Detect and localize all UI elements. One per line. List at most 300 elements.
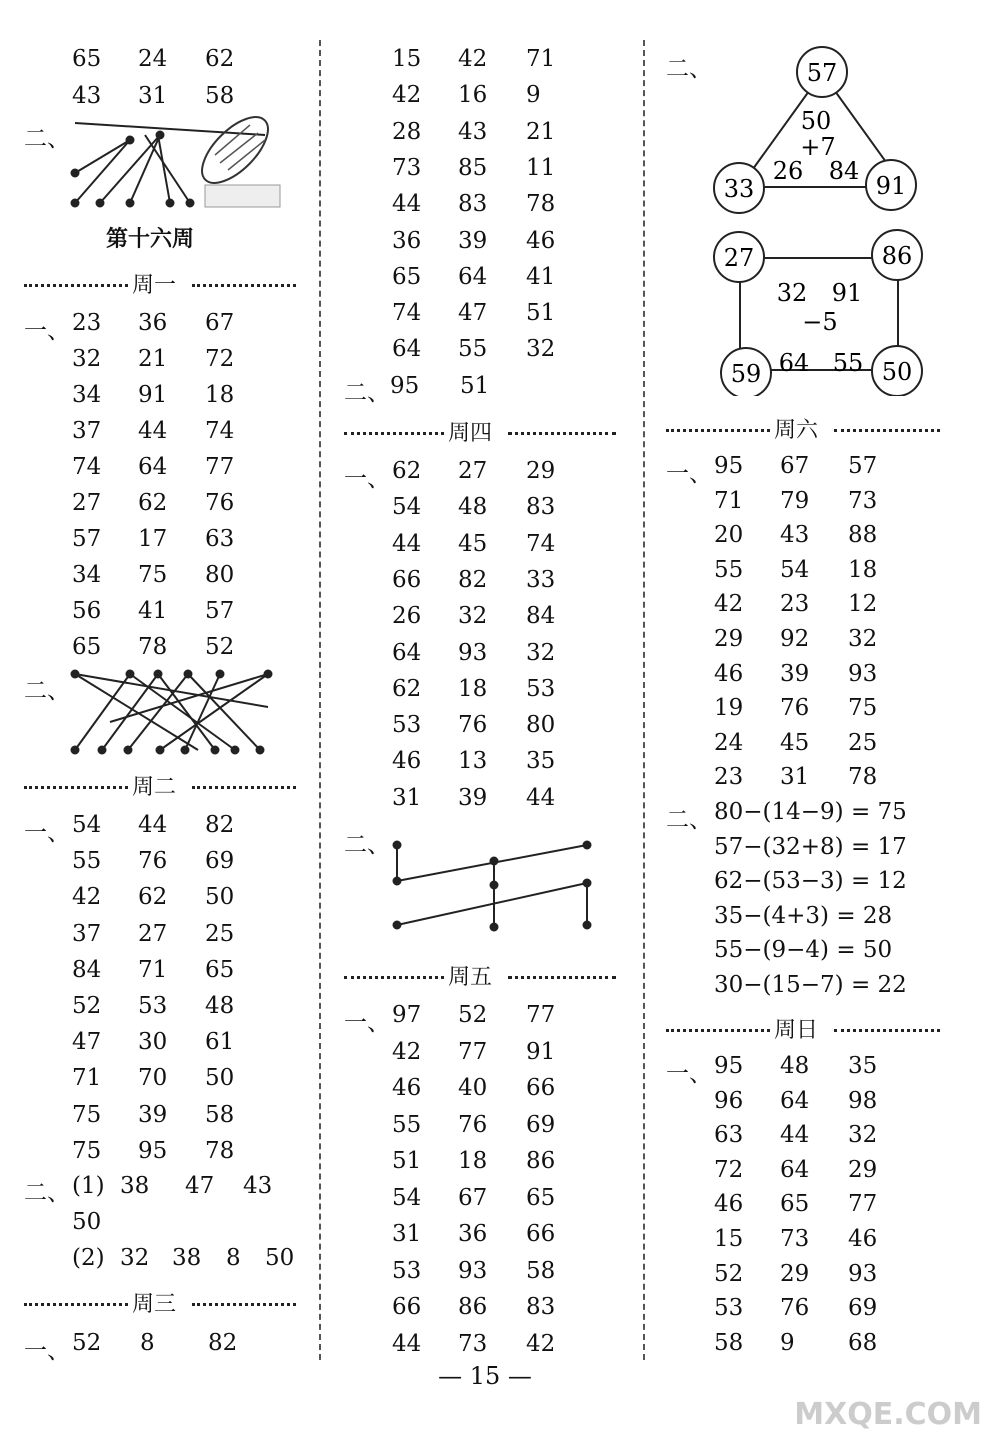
equation: 57−(32+8) = 17 — [714, 833, 907, 860]
answer-value: 44 — [392, 191, 422, 218]
answer-value: 92 — [780, 626, 810, 652]
answer-value: 55 — [714, 556, 744, 583]
answer-column-3 — [646, 0, 1000, 1438]
answer-value: 41 — [138, 598, 168, 624]
answer-value: 15 — [392, 46, 422, 72]
answer-row — [0, 1065, 318, 1099]
answer-value: 93 — [458, 639, 488, 666]
answer-value: 82 — [458, 566, 488, 593]
answer-value: 31 — [392, 784, 422, 811]
answer-value: 23 — [714, 764, 744, 791]
matching-diagram — [70, 95, 285, 210]
answer-value: 26 — [392, 603, 422, 630]
answer-value: 74 — [526, 530, 556, 557]
section-label: 二、 — [24, 126, 70, 152]
answer-row — [322, 300, 642, 334]
answer-value: 48 — [780, 1053, 810, 1079]
answer-value: 67 — [458, 1184, 488, 1211]
answer-value: 73 — [458, 1330, 488, 1357]
answer-value: 73 — [392, 154, 422, 181]
answer-value: 93 — [848, 1260, 878, 1287]
answer-value: 70 — [138, 1065, 168, 1092]
answer-value: 46 — [714, 1191, 744, 1218]
watermark: MXQE.COM — [794, 1397, 982, 1432]
answer-value: 29 — [714, 626, 744, 652]
answer-row — [646, 1122, 1000, 1156]
answer-row — [0, 921, 318, 955]
svg-text:50: 50 — [800, 107, 832, 135]
answer-row — [0, 418, 318, 452]
section-label: 二、 — [666, 56, 712, 82]
answer-row — [646, 522, 1000, 556]
answer-value: 47 — [458, 300, 488, 327]
answer-row — [322, 1185, 642, 1219]
answer-value: 75 — [138, 562, 168, 588]
answer-value: 23 — [72, 310, 102, 336]
answer-row — [0, 310, 318, 344]
answer-value: 86 — [458, 1294, 488, 1320]
answer-value: 42 — [714, 591, 744, 618]
answer-value: 78 — [848, 764, 878, 791]
answer-value: 36 — [392, 227, 422, 254]
column-divider — [643, 40, 645, 1360]
answer-value: 31 — [392, 1221, 422, 1247]
answer-value: 32 — [458, 603, 488, 630]
answer-row — [0, 848, 318, 882]
svg-text:91: 91 — [875, 172, 907, 200]
answer-value: 65 — [205, 956, 235, 983]
svg-text:84: 84 — [828, 157, 860, 185]
answer-value: 12 — [848, 591, 878, 618]
svg-text:26: 26 — [772, 157, 804, 185]
answer-row — [0, 382, 318, 416]
answer-value: 84 — [72, 956, 102, 983]
answer-row — [646, 557, 1000, 591]
answer-value: 46 — [526, 227, 556, 254]
answer-value: 83 — [526, 494, 556, 521]
answer-row — [0, 346, 318, 380]
answer-row — [322, 1112, 642, 1146]
answer-row — [0, 454, 318, 488]
answer-value: 29 — [780, 1260, 810, 1287]
answer-row — [646, 661, 1000, 695]
answer-value: 46 — [848, 1226, 878, 1252]
answer-value: 69 — [848, 1295, 878, 1322]
answer-value: 18 — [848, 556, 878, 583]
answer-value: 72 — [205, 346, 235, 372]
answer-row — [0, 812, 318, 846]
answer-column-1 — [0, 0, 318, 1438]
answer-value: 62 — [392, 675, 422, 702]
answer-value: 35 — [526, 748, 556, 775]
answer-value: 50 — [205, 884, 235, 911]
answer-value: 32 — [72, 346, 102, 372]
answer-row — [646, 453, 1000, 487]
answer-value: 88 — [848, 522, 878, 549]
answer-row — [322, 785, 642, 819]
answer-value: 30 — [138, 1029, 168, 1056]
answer-value: 32 — [526, 336, 556, 363]
answer-value: 65 — [392, 263, 422, 290]
section-label: 二、 — [344, 380, 390, 406]
answer-row — [322, 82, 642, 116]
equation: 62−(53−3) = 12 — [714, 868, 907, 895]
answer-value: 69 — [526, 1111, 556, 1138]
answer-row — [646, 1295, 1000, 1329]
section-header-sat: 周六 — [646, 413, 1000, 443]
answer-value: 54 — [72, 812, 102, 838]
answer-row: (1) 38 47 43 — [72, 1173, 273, 1199]
answer-row — [322, 1039, 642, 1073]
answer-row: (2) 32 38 8 50 — [72, 1245, 295, 1271]
svg-text:33: 33 — [723, 175, 755, 203]
answer-value: 83 — [526, 1294, 556, 1320]
answer-value: 77 — [458, 1038, 488, 1065]
answer-value: 71 — [526, 46, 556, 72]
answer-value: 74 — [392, 300, 422, 327]
section-label: 二、 — [666, 807, 712, 833]
answer-row: 50 — [72, 1209, 102, 1235]
answer-row: 95 51 — [390, 373, 490, 399]
answer-value: 66 — [526, 1075, 556, 1101]
answer-value: 39 — [458, 227, 488, 254]
answer-value: 95 — [138, 1137, 168, 1164]
answer-value: 28 — [392, 118, 422, 145]
answer-value: 27 — [138, 920, 168, 947]
answer-value: 75 — [72, 1101, 102, 1128]
answer-row: 43 31 58 — [72, 83, 235, 109]
answer-value: 93 — [458, 1257, 488, 1284]
answer-value: 44 — [780, 1122, 810, 1149]
answer-value: 35 — [848, 1053, 878, 1079]
answer-value: 76 — [205, 490, 235, 516]
answer-value: 76 — [780, 1295, 810, 1322]
answer-value: 91 — [138, 382, 168, 408]
answer-value: 44 — [392, 530, 422, 557]
section-header-thu: 周四 — [322, 416, 642, 446]
answer-value: 73 — [848, 487, 878, 514]
answer-value: 58 — [205, 1101, 235, 1128]
equation: 30−(15−7) = 22 — [714, 972, 907, 998]
answer-value: 33 — [526, 566, 556, 593]
answer-row — [0, 1029, 318, 1063]
answer-value: 16 — [458, 82, 488, 109]
answer-value: 57 — [848, 453, 878, 479]
answer-value: 93 — [848, 660, 878, 687]
answer-value: 13 — [458, 748, 488, 775]
answer-value: 66 — [526, 1221, 556, 1247]
answer-value: 69 — [205, 848, 235, 875]
answer-value: 17 — [138, 526, 168, 552]
answer-value: 31 — [780, 764, 810, 791]
answer-value: 58 — [526, 1257, 556, 1284]
answer-row — [646, 764, 1000, 798]
answer-value: 67 — [205, 310, 235, 336]
answer-value: 42 — [392, 1038, 422, 1065]
answer-row — [646, 488, 1000, 522]
answer-row — [646, 591, 1000, 625]
answer-value: 42 — [72, 884, 102, 911]
answer-value: 98 — [848, 1087, 878, 1114]
answer-value: 18 — [458, 675, 488, 702]
answer-value: 29 — [848, 1156, 878, 1183]
answer-value: 71 — [138, 956, 168, 983]
section-header-wed: 周三 — [0, 1287, 318, 1317]
svg-text:+7: +7 — [800, 133, 836, 161]
answer-value: 37 — [72, 418, 102, 444]
answer-row — [0, 1138, 318, 1172]
answer-row — [322, 1294, 642, 1328]
answer-value: 65 — [526, 1184, 556, 1211]
matching-diagram — [70, 662, 275, 757]
column-divider — [319, 40, 321, 1360]
answer-value: 64 — [780, 1156, 810, 1183]
answer-value: 51 — [392, 1148, 422, 1174]
answer-value: 54 — [392, 494, 422, 521]
answer-row — [0, 1102, 318, 1136]
answer-value: 52 — [72, 993, 102, 1019]
answer-value: 23 — [780, 591, 810, 618]
week-heading: 第十六周 — [106, 227, 195, 252]
answer-row — [0, 884, 318, 918]
answer-value: 56 — [72, 598, 102, 624]
answer-value: 61 — [205, 1029, 235, 1056]
svg-text:86: 86 — [881, 242, 913, 270]
answer-value: 64 — [138, 454, 168, 480]
answer-value: 47 — [72, 1029, 102, 1056]
answer-value: 95 — [714, 453, 744, 479]
answer-row — [322, 494, 642, 528]
answer-row — [322, 676, 642, 710]
answer-value: 48 — [458, 494, 488, 521]
answer-value: 34 — [72, 382, 102, 408]
answer-value: 21 — [526, 118, 556, 145]
answer-value: 64 — [392, 639, 422, 666]
answer-value: 11 — [526, 154, 556, 181]
section-label: 一、 — [666, 1061, 712, 1087]
answer-value: 62 — [392, 458, 422, 484]
section-label: 二、 — [24, 1180, 70, 1206]
page-number: — 15 — — [438, 1362, 532, 1390]
answer-value: 84 — [526, 603, 556, 630]
answer-value: 18 — [458, 1148, 488, 1174]
section-label: 一、 — [344, 466, 390, 492]
answer-value: 40 — [458, 1075, 488, 1101]
section-label: 一、 — [24, 1338, 70, 1364]
svg-text:27: 27 — [723, 244, 755, 272]
answer-value: 63 — [714, 1122, 744, 1149]
answer-value: 78 — [138, 634, 168, 660]
answer-row — [322, 531, 642, 565]
answer-value: 52 — [205, 634, 235, 660]
answer-value: 53 — [714, 1295, 744, 1322]
answer-value: 19 — [714, 695, 744, 722]
connecting-line-diagram — [392, 835, 592, 935]
answer-value: 64 — [458, 263, 488, 290]
answer-row: 52 8 82 — [72, 1330, 238, 1356]
answer-row — [322, 567, 642, 601]
answer-row — [646, 730, 1000, 764]
svg-text:55: 55 — [832, 349, 864, 377]
triangle-puzzle — [712, 45, 952, 215]
answer-value: 37 — [72, 920, 102, 947]
answer-value: 63 — [205, 526, 235, 552]
answer-value: 25 — [848, 729, 878, 756]
answer-row — [0, 993, 318, 1027]
answer-row — [646, 1088, 1000, 1122]
section-header-mon: 周一 — [0, 268, 318, 298]
answer-value: 77 — [205, 454, 235, 480]
answer-value: 58 — [714, 1329, 744, 1356]
answer-value: 53 — [138, 993, 168, 1019]
answer-value: 41 — [526, 263, 556, 290]
answer-row — [322, 748, 642, 782]
section-label: 二、 — [344, 832, 390, 858]
answer-value: 36 — [458, 1221, 488, 1247]
answer-row — [0, 598, 318, 632]
answer-value: 42 — [392, 82, 422, 109]
svg-text:50: 50 — [881, 358, 913, 386]
answer-row — [646, 1157, 1000, 1191]
answer-value: 72 — [714, 1156, 744, 1183]
answer-value: 95 — [714, 1053, 744, 1079]
answer-value: 65 — [72, 634, 102, 660]
answer-row — [322, 119, 642, 153]
answer-row — [322, 1002, 642, 1036]
answer-row — [0, 490, 318, 524]
answer-value: 75 — [72, 1137, 102, 1164]
answer-value: 21 — [138, 346, 168, 372]
answer-row — [322, 228, 642, 262]
sticker-image — [191, 106, 280, 207]
answer-value: 9 — [526, 82, 541, 109]
section-label: 一、 — [344, 1010, 390, 1036]
answer-value: 53 — [392, 712, 422, 739]
answer-value: 86 — [526, 1148, 556, 1174]
answer-value: 76 — [458, 1111, 488, 1138]
answer-value: 55 — [392, 1111, 422, 1138]
svg-text:91: 91 — [831, 279, 863, 307]
answer-value: 39 — [458, 784, 488, 811]
answer-value: 83 — [458, 191, 488, 218]
answer-value: 32 — [526, 639, 556, 666]
answer-value: 50 — [205, 1065, 235, 1092]
answer-value: 77 — [526, 1002, 556, 1028]
answer-value: 57 — [72, 526, 102, 552]
answer-row — [322, 264, 642, 298]
answer-value: 78 — [526, 191, 556, 218]
answer-value: 44 — [138, 812, 168, 838]
answer-row — [322, 1331, 642, 1365]
answer-value: 36 — [138, 310, 168, 336]
answer-value: 78 — [205, 1137, 235, 1164]
answer-row — [646, 626, 1000, 660]
section-label: 一、 — [24, 318, 70, 344]
answer-value: 65 — [780, 1191, 810, 1218]
section-label: 一、 — [666, 461, 712, 487]
answer-value: 48 — [205, 993, 235, 1019]
answer-value: 32 — [848, 1122, 878, 1149]
answer-value: 24 — [714, 729, 744, 756]
answer-value: 66 — [392, 566, 422, 593]
svg-text:32: 32 — [776, 279, 808, 307]
answer-row — [646, 1261, 1000, 1295]
answer-column-2 — [322, 0, 642, 1438]
answer-value: 29 — [526, 458, 556, 484]
answer-value: 39 — [780, 660, 810, 687]
answer-value: 91 — [526, 1038, 556, 1065]
answer-value: 25 — [205, 920, 235, 947]
answer-value: 74 — [72, 454, 102, 480]
svg-text:64: 64 — [778, 349, 810, 377]
answer-value: 51 — [526, 300, 556, 327]
answer-row — [646, 1053, 1000, 1087]
answer-row — [646, 1191, 1000, 1225]
equation: 55−(9−4) = 50 — [714, 937, 893, 964]
answer-value: 45 — [458, 530, 488, 557]
answer-value: 18 — [205, 382, 235, 408]
answer-value: 43 — [780, 522, 810, 549]
answer-value: 54 — [392, 1184, 422, 1211]
answer-row — [322, 458, 642, 492]
answer-row — [322, 155, 642, 189]
svg-text:57: 57 — [806, 59, 838, 87]
answer-value: 43 — [458, 118, 488, 145]
svg-text:−5: −5 — [802, 308, 838, 336]
answer-value: 9 — [780, 1329, 795, 1356]
answer-row — [0, 957, 318, 991]
answer-row — [322, 640, 642, 674]
answer-row — [646, 1330, 1000, 1364]
answer-value: 27 — [458, 458, 488, 484]
answer-value: 62 — [138, 490, 168, 516]
answer-value: 64 — [780, 1087, 810, 1114]
answer-value: 53 — [526, 675, 556, 702]
answer-value: 67 — [780, 453, 810, 479]
answer-value: 44 — [526, 784, 556, 811]
section-label: 二、 — [24, 678, 70, 704]
answer-value: 52 — [458, 1002, 488, 1028]
answer-value: 46 — [714, 660, 744, 687]
answer-value: 79 — [780, 487, 810, 514]
answer-value: 77 — [848, 1191, 878, 1218]
answer-value: 52 — [714, 1260, 744, 1287]
answer-value: 80 — [526, 712, 556, 739]
answer-value: 74 — [205, 418, 235, 444]
answer-row — [322, 1258, 642, 1292]
answer-row — [322, 336, 642, 370]
answer-value: 85 — [458, 154, 488, 181]
answer-value: 32 — [848, 626, 878, 652]
answer-row — [646, 1226, 1000, 1260]
answer-row — [322, 603, 642, 637]
answer-value: 82 — [205, 812, 235, 838]
equation: 80−(14−9) = 75 — [714, 799, 907, 825]
answer-value: 46 — [392, 748, 422, 775]
answer-value: 54 — [780, 556, 810, 583]
answer-row — [322, 1221, 642, 1255]
equation: 35−(4+3) = 28 — [714, 902, 893, 929]
answer-value: 75 — [848, 695, 878, 722]
answer-value: 64 — [392, 336, 422, 363]
answer-value: 45 — [780, 729, 810, 756]
answer-value: 55 — [72, 848, 102, 875]
answer-value: 76 — [780, 695, 810, 722]
section-header-sun: 周日 — [646, 1013, 1000, 1043]
answer-value: 46 — [392, 1075, 422, 1101]
answer-value: 44 — [392, 1330, 422, 1357]
answer-value: 57 — [205, 598, 235, 624]
